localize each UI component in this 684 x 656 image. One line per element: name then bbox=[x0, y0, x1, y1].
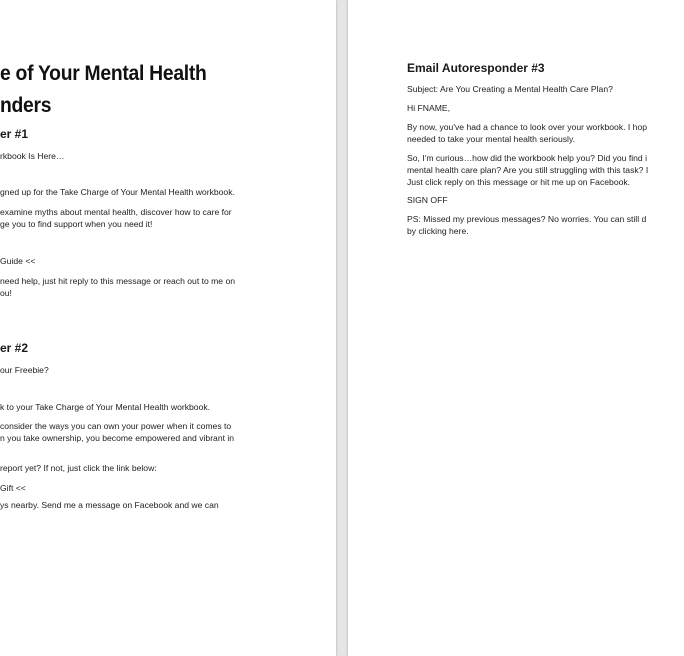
email-2-paragraph-4: ys nearby. Send me a message on Facebook and we can bbox=[0, 500, 219, 510]
document-title-line-1: e of Your Mental Health bbox=[0, 62, 207, 85]
email-1-workbook-link[interactable]: Guide << bbox=[0, 256, 36, 266]
email-2-subject: our Freebie? bbox=[0, 365, 49, 375]
email-1-paragraph-3-line-1: need help, just hit reply to this message or reach out to me on bbox=[0, 276, 236, 286]
email-2-heading: er #2 bbox=[0, 341, 29, 355]
email-3-heading: Email Autoresponder #3 bbox=[407, 61, 545, 75]
email-1-paragraph-2-line-1: examine myths about mental health, discover how to care for bbox=[0, 207, 232, 217]
email-1-paragraph-3-line-2: ou! bbox=[0, 288, 12, 298]
email-3-paragraph-1-line-1: By now, you've had a chance to look over your workbook. I hop bbox=[407, 122, 648, 132]
email-3-greeting: Hi FNAME, bbox=[407, 103, 450, 113]
email-3-signoff: SIGN OFF bbox=[407, 195, 448, 205]
email-1-subject: rkbook Is Here… bbox=[0, 151, 65, 161]
email-3-subject: Subject: Are You Creating a Mental Health Care Plan? bbox=[407, 84, 613, 94]
document-page-left bbox=[0, 0, 336, 656]
email-3-ps-line-2[interactable]: by clicking here. bbox=[407, 226, 469, 236]
email-3-paragraph-2-line-1: So, I'm curious…how did the workbook help you? Did you find i bbox=[407, 153, 648, 163]
email-3-ps-line-1: PS: Missed my previous messages? No worries. You can still d bbox=[407, 214, 647, 224]
email-2-paragraph-3: report yet? If not, just click the link below: bbox=[0, 463, 157, 473]
email-2-paragraph-2-line-2: n you take ownership, you become empowered and vibrant in bbox=[0, 433, 235, 443]
email-1-paragraph-1: gned up for the Take Charge of Your Mental Health workbook. bbox=[0, 187, 235, 197]
email-2-paragraph-1: k to your Take Charge of Your Mental Health workbook. bbox=[0, 402, 211, 412]
document-title-line-2: nders bbox=[0, 94, 52, 117]
document-page-right bbox=[348, 0, 684, 656]
email-2-paragraph-2-line-1: consider the ways you can own your power when it comes to bbox=[0, 421, 232, 431]
email-1-paragraph-2-line-2: ge you to find support when you need it! bbox=[0, 219, 153, 229]
email-3-paragraph-2-line-2: mental health care plan? Are you still struggling with this task? I bbox=[407, 165, 649, 175]
email-3-paragraph-1-line-2: needed to take your mental health seriously. bbox=[407, 134, 575, 144]
email-3-paragraph-2-line-3: Just click reply on this message or hit me up on Facebook. bbox=[407, 177, 631, 187]
email-1-heading: er #1 bbox=[0, 127, 29, 141]
email-2-gift-link[interactable]: Gift << bbox=[0, 483, 26, 493]
